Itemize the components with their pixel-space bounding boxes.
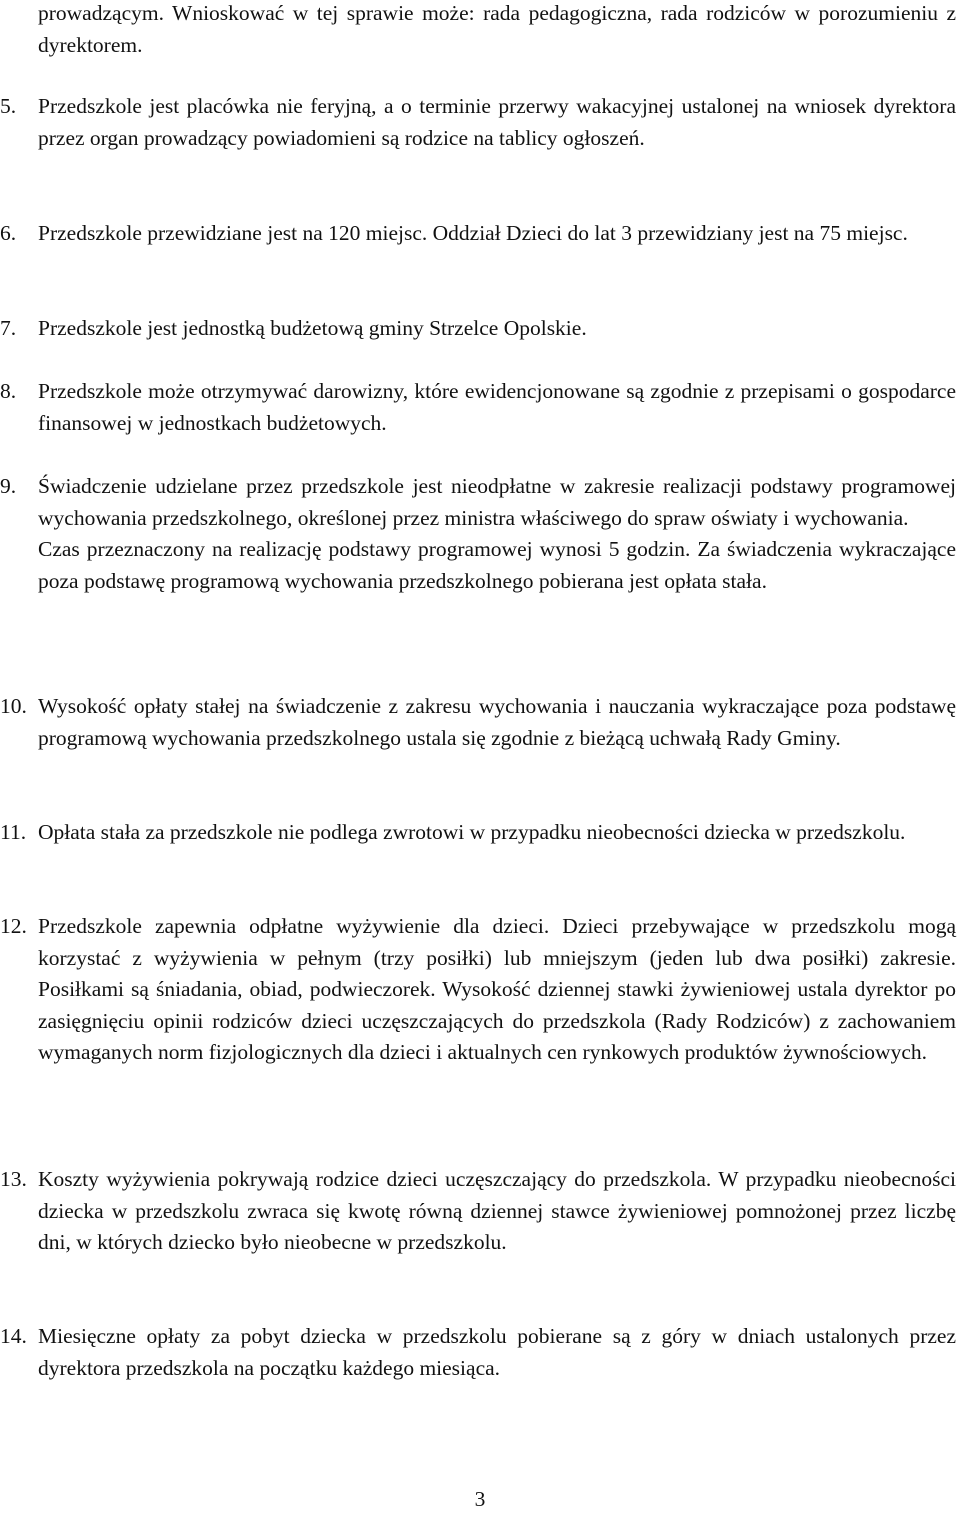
- item-paragraph: Świadczenie udzielane przez przedszkole jest nieodpłatne w zakresie realizacji podstawy programowej wychowania przedszkolnego, określonej przez ministra właściwego do spraw oświaty i wychowania.: [38, 474, 956, 530]
- item-paragraph: Opłata stała za przedszkole nie podlega zwrotowi w przypadku nieobecności dziecka w przedszkolu.: [38, 820, 906, 844]
- item-text: [38, 1164, 956, 1259]
- item-number: 5.: [0, 94, 17, 118]
- item-number: 13.: [0, 1167, 27, 1191]
- item-paragraph: Przedszkole zapewnia odpłatne wyżywienie dla dzieci. Dzieci przebywające w przedszkolu mogą korzystać z wyżywienia w pełnym (trzy posiłki) lub mniejszym (jeden lub dwa posiłki) zakresie. Posiłkami są śniadania, obiad, podwieczorek. Wysokość dziennej stawki żywieniowej ustala dyrektor po zasięgnięciu opinii rodziców dzieci uczęszczających do przedszkola (Rady Rodziców) z zachowaniem wymaganych norm fizjologicznych dla dzieci i aktualnych cen rynkowych produktów żywnościowych.: [38, 914, 956, 1064]
- item-paragraph: Koszty wyżywienia pokrywają rodzice dzieci uczęszczający do przedszkola. W przypadku nieobecności dziecka w przedszkolu zwraca się kwotę równą dziennej stawce żywieniowej pomnożonej przez liczbę dni, w których dziecko było nieobecne w przedszkolu.: [38, 1167, 956, 1254]
- continuation-paragraph: prowadzącym. Wnioskować w tej sprawie może: rada pedagogiczna, rada rodziców w porozumieniu z dyrektorem.: [38, 1, 956, 57]
- item-paragraph: Czas przeznaczony na realizację podstawy programowej wynosi 5 godzin. Za świadczenia wykraczające poza podstawę programową wychowania przedszkolnego pobierana jest opłata stała.: [38, 537, 956, 593]
- item-number: 10.: [0, 694, 27, 718]
- item-number: 9.: [0, 474, 17, 498]
- item-number: 11.: [0, 820, 27, 844]
- item-paragraph: Wysokość opłaty stałej na świadczenie z zakresu wychowania i nauczania wykraczające poza podstawę programową wychowania przedszkolnego ustala się zgodnie z bieżącą uchwałą Rady Gminy.: [38, 694, 956, 750]
- item-paragraph: Przedszkole może otrzymywać darowizny, które ewidencjonowane są zgodnie z przepisami o gospodarce finansowej w jednostkach budżetowych.: [38, 379, 956, 435]
- item-paragraph: Miesięczne opłaty za pobyt dziecka w przedszkolu pobierane są z góry w dniach ustalonych przez dyrektora przedszkola na początku każdego miesiąca.: [38, 1324, 956, 1380]
- item-text: [38, 471, 956, 597]
- item-text: [38, 691, 956, 754]
- item-number: 6.: [0, 221, 17, 245]
- item-number: 14.: [0, 1324, 27, 1348]
- item-text: [38, 911, 956, 1069]
- item-text: [38, 817, 956, 849]
- item-paragraph: Przedszkole jest jednostką budżetową gminy Strzelce Opolskie.: [38, 316, 587, 340]
- page-number: 3: [474, 1487, 486, 1511]
- item-text: [38, 313, 956, 345]
- item-text: [38, 91, 956, 154]
- item-paragraph: Przedszkole przewidziane jest na 120 miejsc. Oddział Dzieci do lat 3 przewidziany jest na 75 miejsc.: [38, 221, 908, 245]
- item-text: [38, 1321, 956, 1384]
- item-number: 8.: [0, 379, 17, 403]
- item-paragraph: Przedszkole jest placówka nie feryjną, a o terminie przerwy wakacyjnej ustalonej na wniosek dyrektora przez organ prowadzący powiadomieni są rodzice na tablicy ogłoszeń.: [38, 94, 956, 150]
- item-text: [38, 218, 956, 250]
- item-text: [38, 376, 956, 439]
- item-number: 7.: [0, 316, 17, 340]
- item-number: 12.: [0, 914, 27, 938]
